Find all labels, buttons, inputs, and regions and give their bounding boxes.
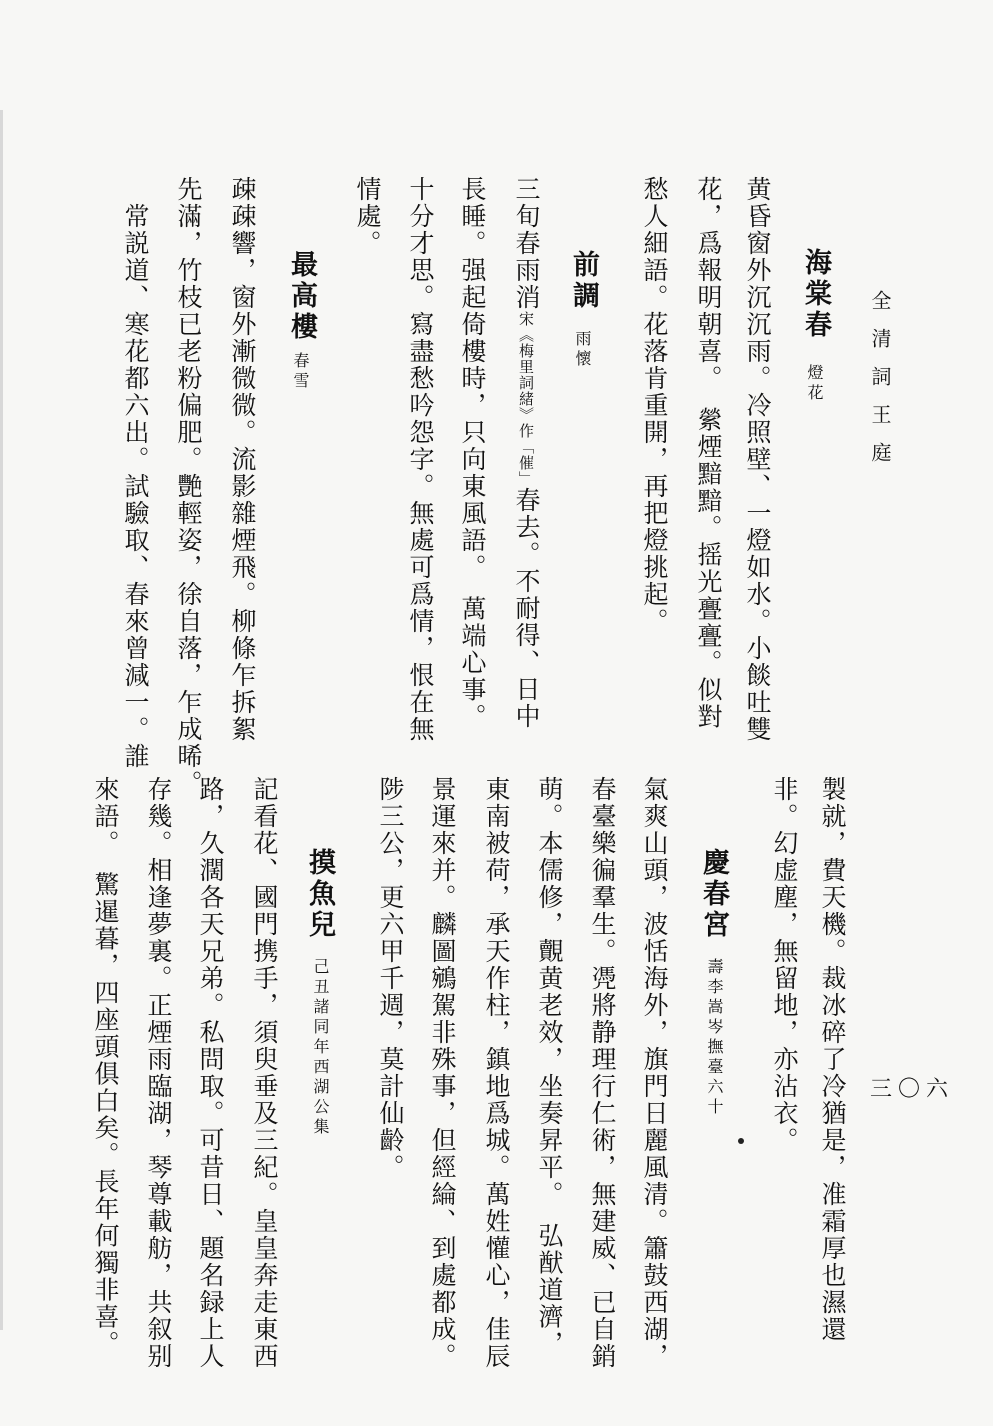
poem-line: 景運來并。麟圖鵷駕非殊事，但經綸、到處都成。 [428, 776, 457, 1370]
poem-line: 來語。 驚暹暮，四座頭俱白矣。長年何獨非喜。 [91, 776, 120, 1358]
variant-note: 宋《梅里詞緒》作「催」 [517, 311, 535, 487]
poem-line: 非。幻虚塵，無留地，亦沾衣。 [770, 776, 799, 1154]
poem-line: 記看花、國門携手，須臾垂及三紀。皇皇奔走東西 [250, 776, 279, 1370]
poem-text: 春去。不耐得、日中 [512, 487, 541, 730]
poem-line: 氣爽山頭，波恬海外，旗門日麗風清。簫鼓西湖， [640, 776, 669, 1370]
poem-line: 長睡。强起倚樓時，只向東風語。 萬端心事。 [458, 176, 487, 731]
poem-line: 春臺樂徧羣生。凴將静理行仁術，無建威、已自銷 [588, 776, 617, 1370]
page-number: 三〇六 [870, 1077, 955, 1102]
poem-subtitle: 春雪 [291, 352, 310, 392]
poem-title: 前調 [568, 250, 599, 312]
poem-line: 常説道、寒花都六出。試驗取、春來曾減一。誰 [121, 176, 150, 770]
poem-title: 慶春宮 [698, 848, 729, 941]
poem-text: 三旬春雨消 [512, 176, 541, 311]
poem-line: 製就，費天機。裁冰碎了冷猶是，准霜厚也濕還 [818, 776, 847, 1343]
poem-line: 存幾。相逢夢裏。正煙雨臨湖，琴尊載舫，共叙别 [144, 776, 173, 1370]
poem-subtitle: 燈花 [805, 364, 824, 404]
poem-subtitle: 己丑諸同年西湖公集 [311, 958, 330, 1138]
poem-title: 最高樓 [286, 250, 317, 343]
poem-line: 愁人細語。花落肯重開，再把燈挑起。 [640, 176, 669, 635]
poem-line-1 [514, 176, 539, 730]
poem-line: 陟三公，更六甲千週，莫計仙齡。 [376, 776, 405, 1181]
ink-speck [738, 1138, 744, 1144]
poem-line: 十分才思。寫盡愁吟怨字。無處可爲情，恨在無 [406, 176, 435, 743]
poem-line: 萌。本儒修，覿黄老效，坐奏昇平。 弘猷道濟， [535, 776, 564, 1358]
poem-subtitle: 雨懷 [573, 330, 592, 370]
poem-line: 情處。 [353, 176, 382, 257]
poem-subtitle: 壽李嵩岑撫臺六十 [705, 958, 724, 1118]
poem-line: 黄昏窗外沉沉雨。冷照壁、一燈如水。小餤吐雙 [743, 176, 772, 743]
poem-line: 東南被荷，承天作柱，鎮地爲城。萬姓懽心，佳辰 [482, 776, 511, 1370]
poem-title: 海棠春 [800, 248, 831, 341]
poem-line: 花，爲報明朝喜。 縈煙黯黯。摇光亹亹。似對 [694, 176, 723, 731]
poem-title: 摸魚兒 [304, 848, 335, 941]
running-head: 全清詞王庭 [868, 290, 892, 480]
poem-line: 路，久濶各天兄弟。私問取。可昔日、題名録上人 [196, 776, 225, 1370]
poem-line: 先滿，竹枝已老粉偏肥。艷輕姿，徐自落，乍成晞。 [174, 176, 203, 797]
poem-line: 疎疎響，窗外漸微微。流影雜煙飛。柳條乍拆絮 [228, 176, 257, 743]
scan-edge-shadow [0, 110, 3, 1330]
